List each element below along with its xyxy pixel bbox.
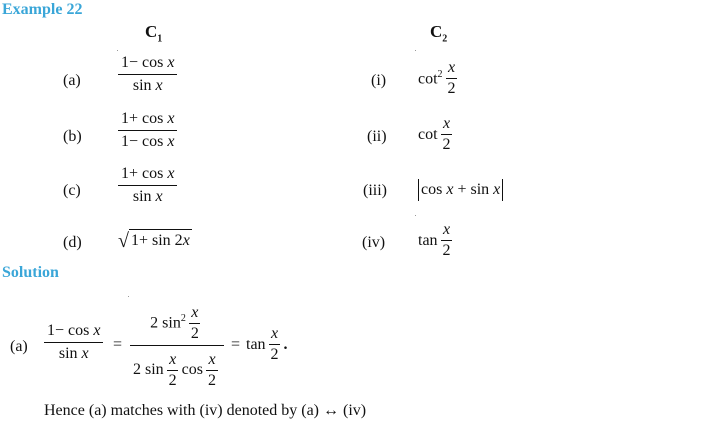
radicand-var: x xyxy=(182,232,190,249)
radical-sign-icon: √ xyxy=(118,230,129,252)
column-c2-header xyxy=(430,22,447,44)
middle-numerator xyxy=(150,304,204,342)
den-var: x xyxy=(81,345,89,362)
row-i-label: (i) xyxy=(371,72,387,89)
numerator: x xyxy=(269,324,280,345)
num-var: x xyxy=(93,322,101,339)
column-c1-header xyxy=(145,22,162,44)
row-ii-c2-expression xyxy=(418,114,456,155)
scan-dot xyxy=(415,50,416,51)
fraction xyxy=(269,324,281,365)
den-fn-2: cos xyxy=(181,361,203,378)
row-iv-label: (iv) xyxy=(362,234,386,251)
den-text: sin xyxy=(132,77,156,94)
den-inner-fraction-1 xyxy=(167,350,179,391)
num-inner-fraction xyxy=(189,303,201,344)
fraction-bar xyxy=(130,345,224,346)
solution-heading: Solution xyxy=(2,264,59,281)
fraction xyxy=(441,220,453,261)
row-a-label: (a) xyxy=(63,72,81,89)
denominator: 2 xyxy=(442,136,451,153)
radicand xyxy=(129,229,192,251)
den-text: 1− cos xyxy=(121,133,168,150)
den-fn-1: 2 sin xyxy=(133,361,164,378)
num-text: 1+ cos xyxy=(121,165,168,182)
fn-name xyxy=(418,69,443,88)
fraction xyxy=(118,52,177,97)
numerator: x xyxy=(441,114,452,135)
row-i-c2-expression xyxy=(418,58,461,99)
den-text: sin xyxy=(58,345,82,362)
row-ii-label: (ii) xyxy=(367,128,387,145)
absolute-value xyxy=(418,179,503,201)
num-text: 1+ cos xyxy=(121,110,168,127)
period: . xyxy=(283,335,288,353)
solution-lhs xyxy=(44,320,103,365)
row-d-label: (d) xyxy=(63,234,82,251)
solution-middle-fraction xyxy=(130,304,224,391)
square-root xyxy=(118,229,192,251)
row-b-label: (b) xyxy=(63,128,82,145)
c2-letter: C xyxy=(430,22,443,41)
num-text: 1− cos xyxy=(47,322,94,339)
radicand-text: 1+ sin 2 xyxy=(130,232,183,249)
solution-rhs xyxy=(246,324,291,365)
num-power: 2 xyxy=(180,313,186,325)
fn-name: cot xyxy=(418,125,438,143)
abs-a-text: cos xyxy=(421,181,447,198)
numerator: x xyxy=(206,350,217,371)
num-fn xyxy=(150,313,186,332)
fn-text: cot xyxy=(418,70,438,88)
den-var: x xyxy=(167,133,175,150)
fraction xyxy=(441,114,453,155)
denominator xyxy=(56,343,92,365)
denominator: 2 xyxy=(208,371,216,389)
denominator: 2 xyxy=(447,80,456,97)
num-var: x xyxy=(167,54,175,71)
numerator xyxy=(118,108,177,131)
scan-dot xyxy=(128,296,129,297)
num-var: x xyxy=(167,165,175,182)
row-iii-c2-expression xyxy=(418,179,503,201)
fraction xyxy=(118,163,177,208)
fraction xyxy=(44,320,103,365)
denominator xyxy=(118,131,177,153)
scan-dot xyxy=(117,50,118,51)
c1-subscript: 1 xyxy=(157,33,163,45)
num-fn-text: 2 sin xyxy=(150,314,181,332)
fn-name: tan xyxy=(418,231,438,249)
solution-part-label: (a) xyxy=(10,338,28,355)
numerator xyxy=(44,320,103,343)
solution-conclusion: Hence (a) matches with (iv) denoted by (a) ↔ (iv) xyxy=(44,402,367,419)
equals-sign-2: = xyxy=(231,336,241,353)
fn-name: tan xyxy=(246,335,266,353)
power: 2 xyxy=(437,68,443,80)
den-text: sin xyxy=(132,188,156,205)
c1-letter: C xyxy=(145,22,158,41)
denominator: 2 xyxy=(168,371,177,389)
den-var: x xyxy=(155,77,163,94)
num-text: 1− cos xyxy=(121,54,168,71)
numerator xyxy=(118,163,177,186)
numerator: x xyxy=(189,303,200,324)
row-iv-c2-expression xyxy=(418,220,456,261)
numerator: x xyxy=(441,220,452,241)
numerator xyxy=(118,52,177,75)
fraction xyxy=(118,108,177,153)
row-d-c1-expression xyxy=(118,229,192,252)
row-iii-label: (iii) xyxy=(363,182,387,199)
den-inner-fraction-2 xyxy=(206,350,218,391)
den-var: x xyxy=(155,188,163,205)
example-heading: Example 22 xyxy=(2,1,83,18)
equals-sign-1: = xyxy=(113,336,123,353)
num-var: x xyxy=(167,110,175,127)
denominator xyxy=(130,75,166,97)
abs-op-text: + sin xyxy=(453,181,494,198)
denominator: 2 xyxy=(442,242,451,259)
denominator: 2 xyxy=(190,324,199,342)
denominator xyxy=(130,186,166,208)
scan-dot xyxy=(415,215,416,216)
denominator: 2 xyxy=(270,346,279,363)
c2-subscript: 2 xyxy=(442,33,448,45)
row-b-c1-expression xyxy=(118,108,177,153)
row-c-c1-expression xyxy=(118,163,177,208)
fraction xyxy=(446,58,458,99)
row-a-c1-expression xyxy=(118,52,177,97)
abs-a-var: x xyxy=(446,181,454,198)
row-c-label: (c) xyxy=(63,182,81,199)
middle-denominator xyxy=(133,349,221,391)
abs-b-var: x xyxy=(493,181,501,198)
numerator: x xyxy=(446,58,457,79)
numerator: x xyxy=(167,350,178,371)
